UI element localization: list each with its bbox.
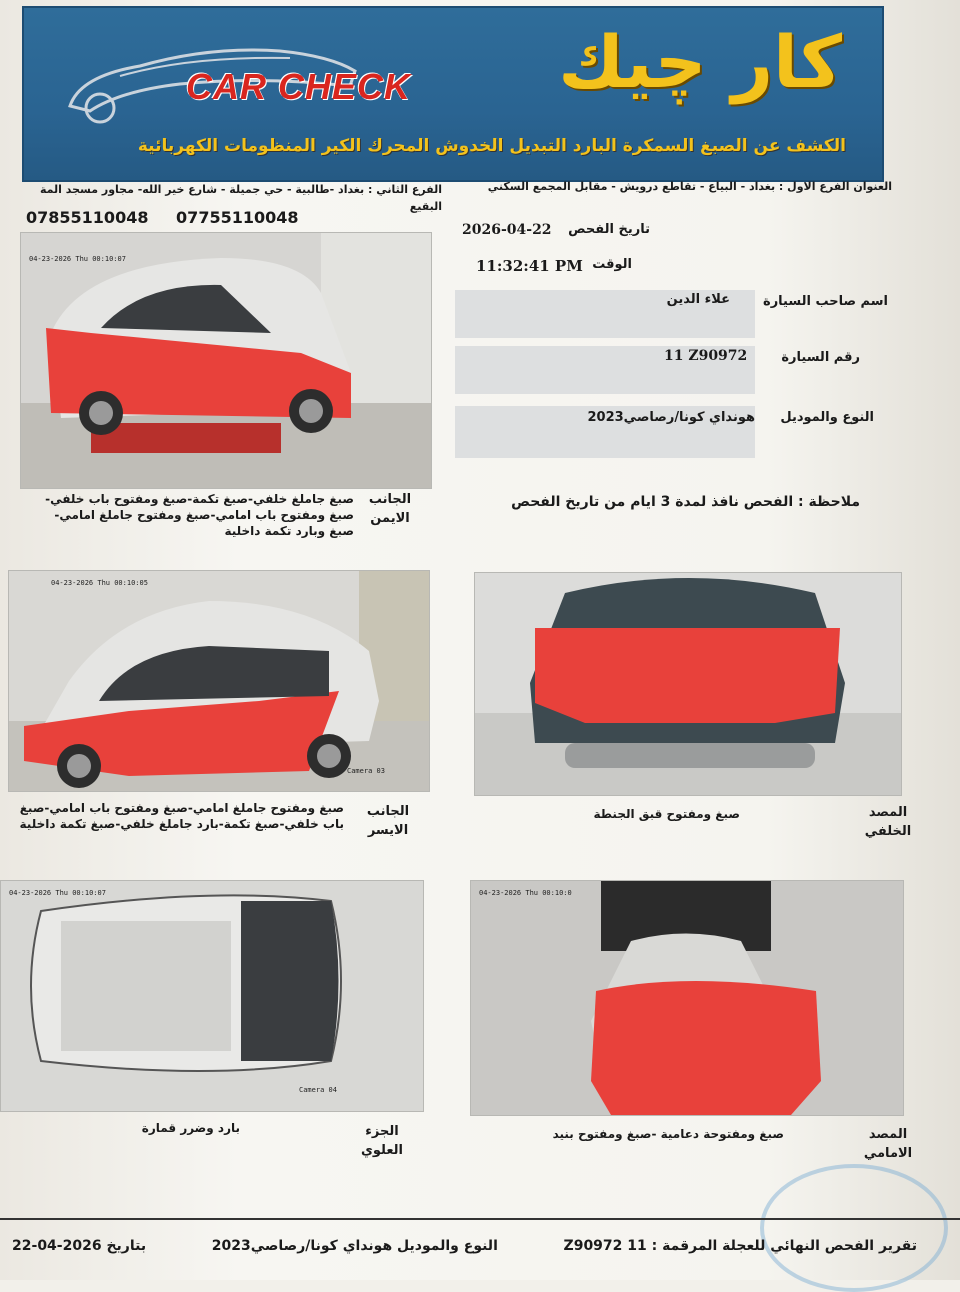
phone-2: 07755110048 [176,208,299,227]
owner-value: علاء الدين [666,292,730,307]
plate-label: رقم السيارة [781,350,860,365]
label-front: المصد الامامي [863,1127,913,1161]
inspection-time: 11:32:41 PM [476,257,583,275]
header-banner [22,6,884,182]
camera-label: Camera 03 [347,767,385,775]
car-rear-image [475,573,901,795]
camera-timestamp: 04-23-2026 Thu 00:10:07 [29,255,126,263]
phone-1: 07855110048 [26,208,149,227]
inspection-date: 2026-04-22 [462,222,552,238]
owner-label: اسم صاحب السيارة [763,294,888,309]
validity-note: ملاحظة : الفحص نافذ لمدة 3 ايام من تاريخ الفحص [511,494,860,510]
camera-timestamp: 04-23-2026 Thu 00:10:05 [51,579,148,587]
date-label: تاريخ الفحص [568,222,650,237]
footer [12,1238,917,1254]
footer-plate: تقرير الفحص النهائي للعجلة المرقمة : 11 Z90972 [563,1238,917,1254]
photo-right-side [20,232,432,489]
photo-front [470,880,904,1116]
label-rear: المصد الخلفي [864,805,912,839]
time-label: الوقت [592,257,632,272]
logo-english: CAR CHECK [186,66,411,107]
model-label: النوع والموديل [780,410,874,425]
photo-left-side [8,570,430,792]
plate-value: 11 Z90972 [664,348,748,364]
photo-top [0,880,424,1112]
address-branch-2: الفرع الثاني : بغداد -طالبية - حي جميلة - شارع خير الله- مجاور مسجد المة البقيع [39,183,442,213]
phone-numbers [26,208,321,227]
caption-left-side: صبغ ومفتوح جاملغ امامي-صبغ ومفتوح باب امامي-صبغ باب خلفي-صبغ تكمة-بارد جاملغ خلفي-صبغ تكمة داخلية [19,801,344,831]
model-value: هونداي كونا/رصاصي2023 [587,410,755,425]
label-right-side: الجانب الايمن [368,492,412,526]
stamp-seal [760,1164,948,1292]
car-left-side-image [9,571,429,791]
label-left-side: الجانب الايسر [366,804,410,838]
caption-right-side: صبغ جاملغ خلفي-صبغ تكمة-صبغ ومفتوح باب خلفي-صبغ ومفتوح باب امامي-صبغ ومفتوح جاملغ امامي-صبغ وبارد تكمة داخلية [45,492,354,538]
caption-top: بارد وضرر قمارة [141,1121,240,1135]
services-line: الكشف عن الصبغ السمكرة البارد التبديل الخدوش المحرك الكير المنظومات الكهربائية [137,136,846,156]
car-right-side-image [21,233,431,488]
logo-arabic: كار چيك [558,20,842,104]
caption-front: صبغ ومفتوحة دعامية -صبغ ومفتوح بنيد [552,1127,784,1141]
footer-date: بتاريخ 2026-04-22 [12,1238,147,1254]
address-branch-1: العنوان الفرع الاول : بغداد - البياع - تقاطع درويش - مقابل المجمع السكني [487,180,892,193]
footer-divider [0,1218,960,1220]
camera-label: Camera 04 [299,1086,337,1094]
camera-timestamp: 04-23-2026 Thu 00:10:07 [9,889,106,897]
photo-rear [474,572,902,796]
car-top-image [1,881,423,1111]
label-top: الجزء العلوي [360,1124,404,1158]
car-front-image [471,881,903,1115]
footer-model: النوع والموديل هونداي كونا/رصاصي2023 [211,1238,498,1254]
camera-timestamp: 04-23-2026 Thu 00:10:0 [479,889,572,897]
caption-rear: صبغ ومفتوح قبق الجنطة [593,807,740,821]
